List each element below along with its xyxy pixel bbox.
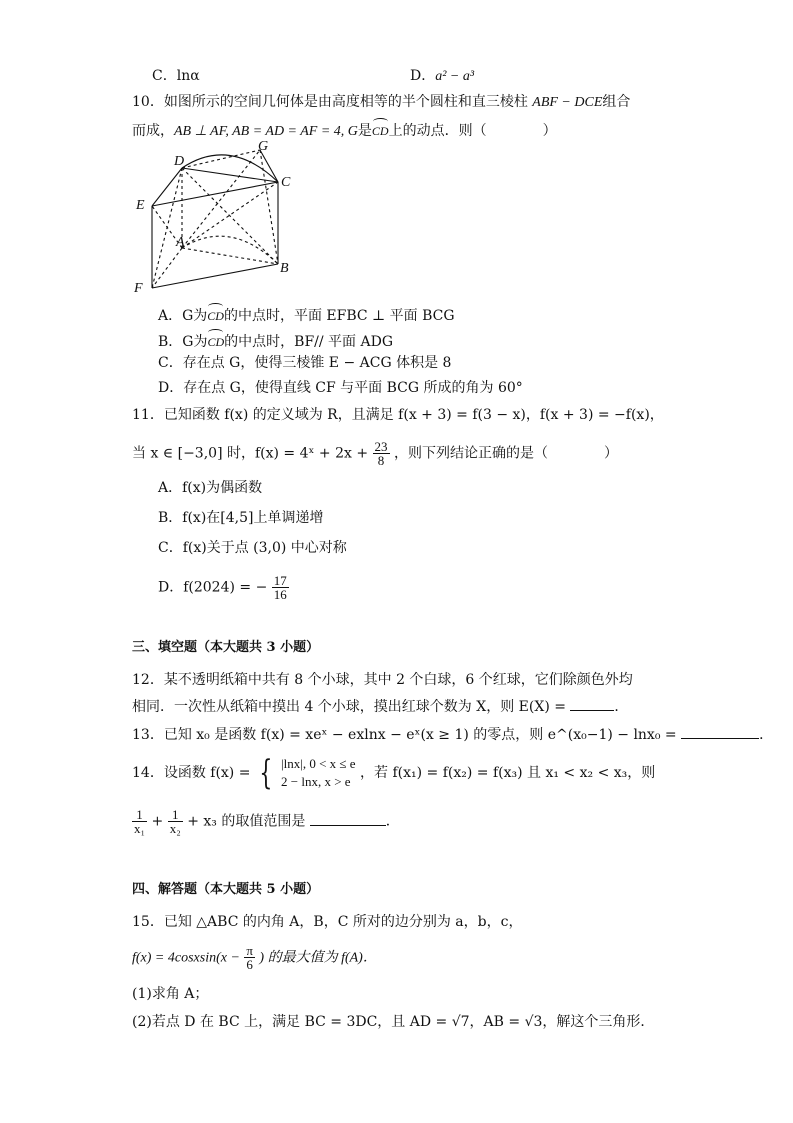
q12-line2: 相同．一次性从纸箱中摸出 4 个小球，摸出红球个数为 X，则 E(X) = ． [132, 696, 628, 717]
section-title-fill-in: 三、填空题（本大题共 3 小题） [132, 640, 320, 655]
q15-sub1: (1)求角 A； [132, 986, 209, 1002]
svg-text:F: F [134, 281, 143, 296]
svg-text:D: D [174, 154, 185, 169]
q15-line2: f(x) = 4cosxsin(x − $\frac{\pi}{6}$ ) 的最大值为 f(A)． [132, 943, 377, 972]
arc-cd: CD [207, 328, 224, 352]
q15-line1: 15．已知 △ABC 的内角 A，B，C 所对的边分别为 a，b，c， [132, 914, 523, 930]
q11-stem-line1: 11．已知函数 f(x) 的定义域为 R，且满足 f(x + 3) = f(3 − x)，f(x + 3) = −f(x)， [132, 407, 664, 423]
section-title-solutions: 四、解答题（本大题共 5 小题） [132, 882, 320, 897]
q14-line2: $\frac{1}{\text{x₁}}$ + $\frac{1}{\text{x₂}}$ + x₃ 的取值范围是 ． [134, 807, 400, 836]
q10-stem-line2: 而成，AB ⊥ AF, AB = AD = AF = 4, G是CD上的动点．则（ ） [132, 117, 557, 142]
fraction: $\frac{\pi}{6}$ [246, 943, 253, 972]
answer-blank [310, 811, 386, 826]
q10-option-d: D．存在点 G，使得直线 CF 与平面 BCG 所成的角为 60° [158, 380, 523, 396]
q11-stem-line2: 当 x ∈ [−3,0] 时，f(x) = 4ˣ + 2x + $\frac{23}{8}$ ，则下列结论正确的是（ ） [132, 439, 618, 468]
fraction: $\frac{1}{\text{x₁}}$ [134, 807, 146, 836]
q10-option-c: C．存在点 G，使得三棱锥 E − ACG 体积是 8 [158, 355, 452, 371]
q11-option-d: D．f(2024) = − $\frac{17}{16}$ [158, 573, 287, 602]
q11-option-c: C．f(x)关于点 (3,0) 中心对称 [158, 540, 347, 556]
q9-option-d: D．a² − a³ [410, 68, 475, 84]
piecewise-cases: |lnx|, 0 < x ≤ e 2 − lnx, x > e [281, 756, 356, 789]
q9-option-c: C．lnα [152, 68, 200, 84]
arc-cd: CD [207, 302, 224, 326]
q14-line1: 14．设函数 f(x) = { |lnx|, 0 < x ≤ e 2 − lnx, x > e ，若 f(x₁) = f(x₂) = f(x₃) 且 x₁ < x₂ < x₃，则 [132, 753, 656, 793]
answer-blank [570, 696, 614, 711]
q10-stem-line1: 10．如图所示的空间几何体是由高度相等的半个圆柱和直三棱柱 ABF − DCE组合 [132, 94, 631, 110]
fraction: $\frac{1}{\text{x₂}}$ [169, 807, 181, 836]
fraction: $\frac{17}{16}$ [273, 573, 287, 602]
q15-sub2: (2)若点 D 在 BC 上，满足 BC = 3DC，且 AD = √7，AB = √3，解这个三角形． [132, 1014, 655, 1030]
q10-option-a: A．G为CD的中点时，平面 EFBC ⊥ 平面 BCG [158, 302, 455, 326]
svg-text:C: C [281, 175, 291, 190]
q11-option-a: A．f(x)为偶函数 [158, 480, 263, 496]
q10-geometry-figure [130, 138, 300, 298]
q12-line1: 12．某不透明纸箱中共有 8 个小球，其中 2 个白球，6 个红球，它们除颜色外均 [132, 672, 633, 688]
q13-line: 13．已知 x₀ 是函数 f(x) = xeˣ − exlnx − eˣ(x ≥ 1) 的零点，则 e^(x₀−1) − lnx₀ = ． [132, 724, 773, 745]
arc-cd: CD [372, 117, 389, 141]
answer-blank [681, 724, 759, 739]
svg-text:G: G [258, 139, 269, 154]
q10-option-b: B．G为CD的中点时，BF// 平面 ADG [158, 328, 393, 352]
svg-text:E: E [136, 198, 145, 213]
q11-option-b: B．f(x)在[4,5]上单调递增 [158, 510, 324, 526]
fraction: $\frac{23}{8}$ [374, 439, 388, 468]
svg-text:B: B [280, 261, 289, 276]
svg-text:A: A [176, 235, 185, 250]
left-brace: { [259, 753, 273, 793]
